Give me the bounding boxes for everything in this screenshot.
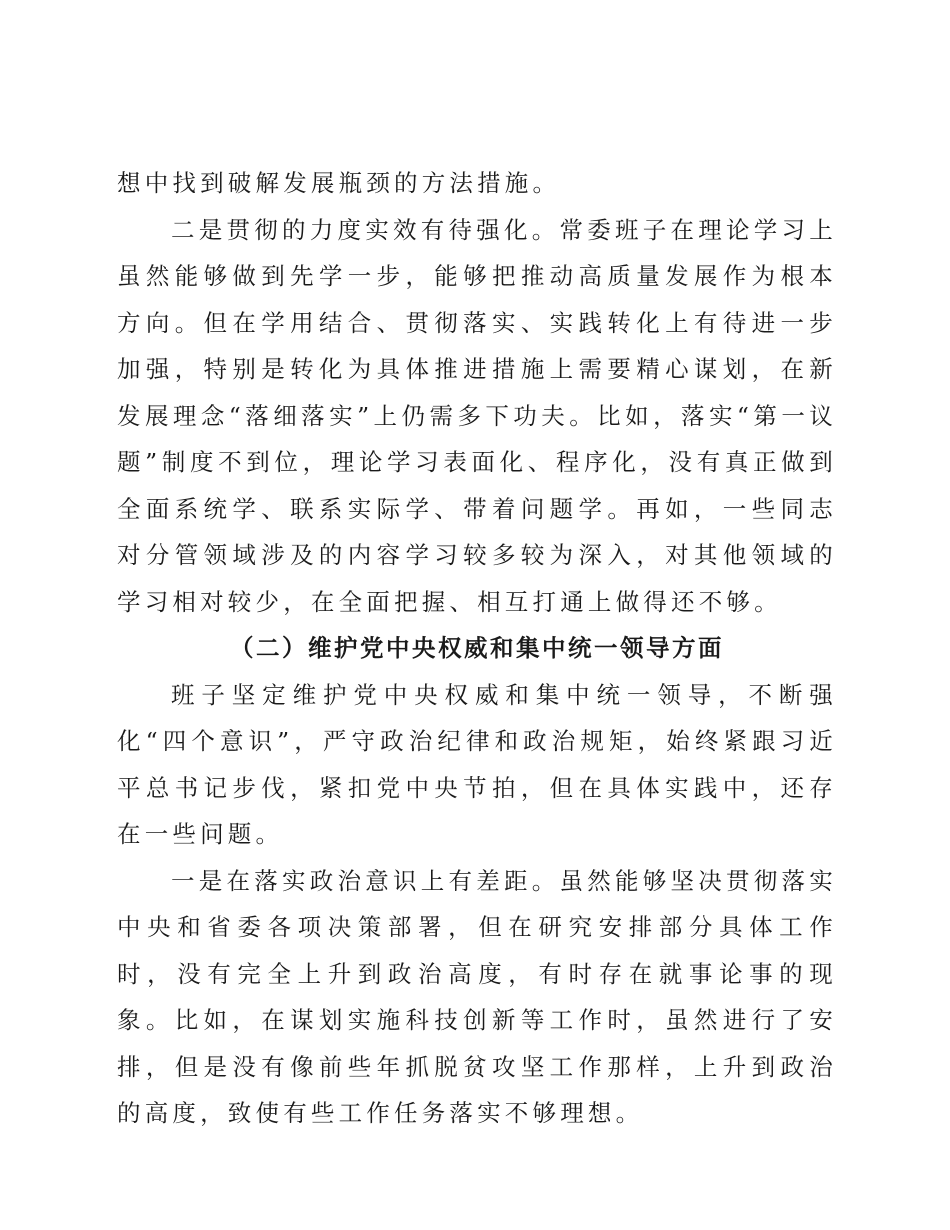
paragraph-continuation: 想中找到破解发展瓶颈的方法措施。 (117, 169, 561, 197)
paragraph-implementation-strength: 二是贯彻的力度实效有待强化。常委班子在理论学习上虽然能够做到先学一步，能够把推动高质量发展作为根本方向。但在学用结合、贯彻落实、实践转化上有待进一步加强，特别是转化为具体推进措施上需要精心谋划，在新发展理念“落细落实”上仍需多下功夫。比如，落实“第一议题”制度不到位，理论学习表面化、程序化，没有真正做到全面系统学、联系实际学、带着问题学。再如，一些同志对分管领域涉及的内容学习较多较为深入，对其他领域的学习相对较少，在全面把握、相互打通上做得还不够。 (117, 215, 837, 616)
section-heading-2: （二）维护党中央权威和集中统一领导方面 (230, 634, 724, 662)
paragraph-political-awareness: 一是在落实政治意识上有差距。虽然能够坚决贯彻落实中央和省委各项决策部署，但在研究安排部分具体工作时，没有完全上升到政治高度，有时存在就事论事的现象。比如，在谋划实施科技创新等工作时，虽然进行了安排，但是没有像前些年抓脱贫攻坚工作那样，上升到政治的高度，致使有些工作任务落实不够理想。 (117, 866, 837, 1127)
document-body (117, 160, 837, 1137)
paragraph-central-authority: 班子坚定维护党中央权威和集中统一领导，不断强化“四个意识”，严守政治纪律和政治规矩，始终紧跟习近平总书记步伐，紧扣党中央节拍，但在具体实践中，还存在一些问题。 (117, 680, 837, 848)
